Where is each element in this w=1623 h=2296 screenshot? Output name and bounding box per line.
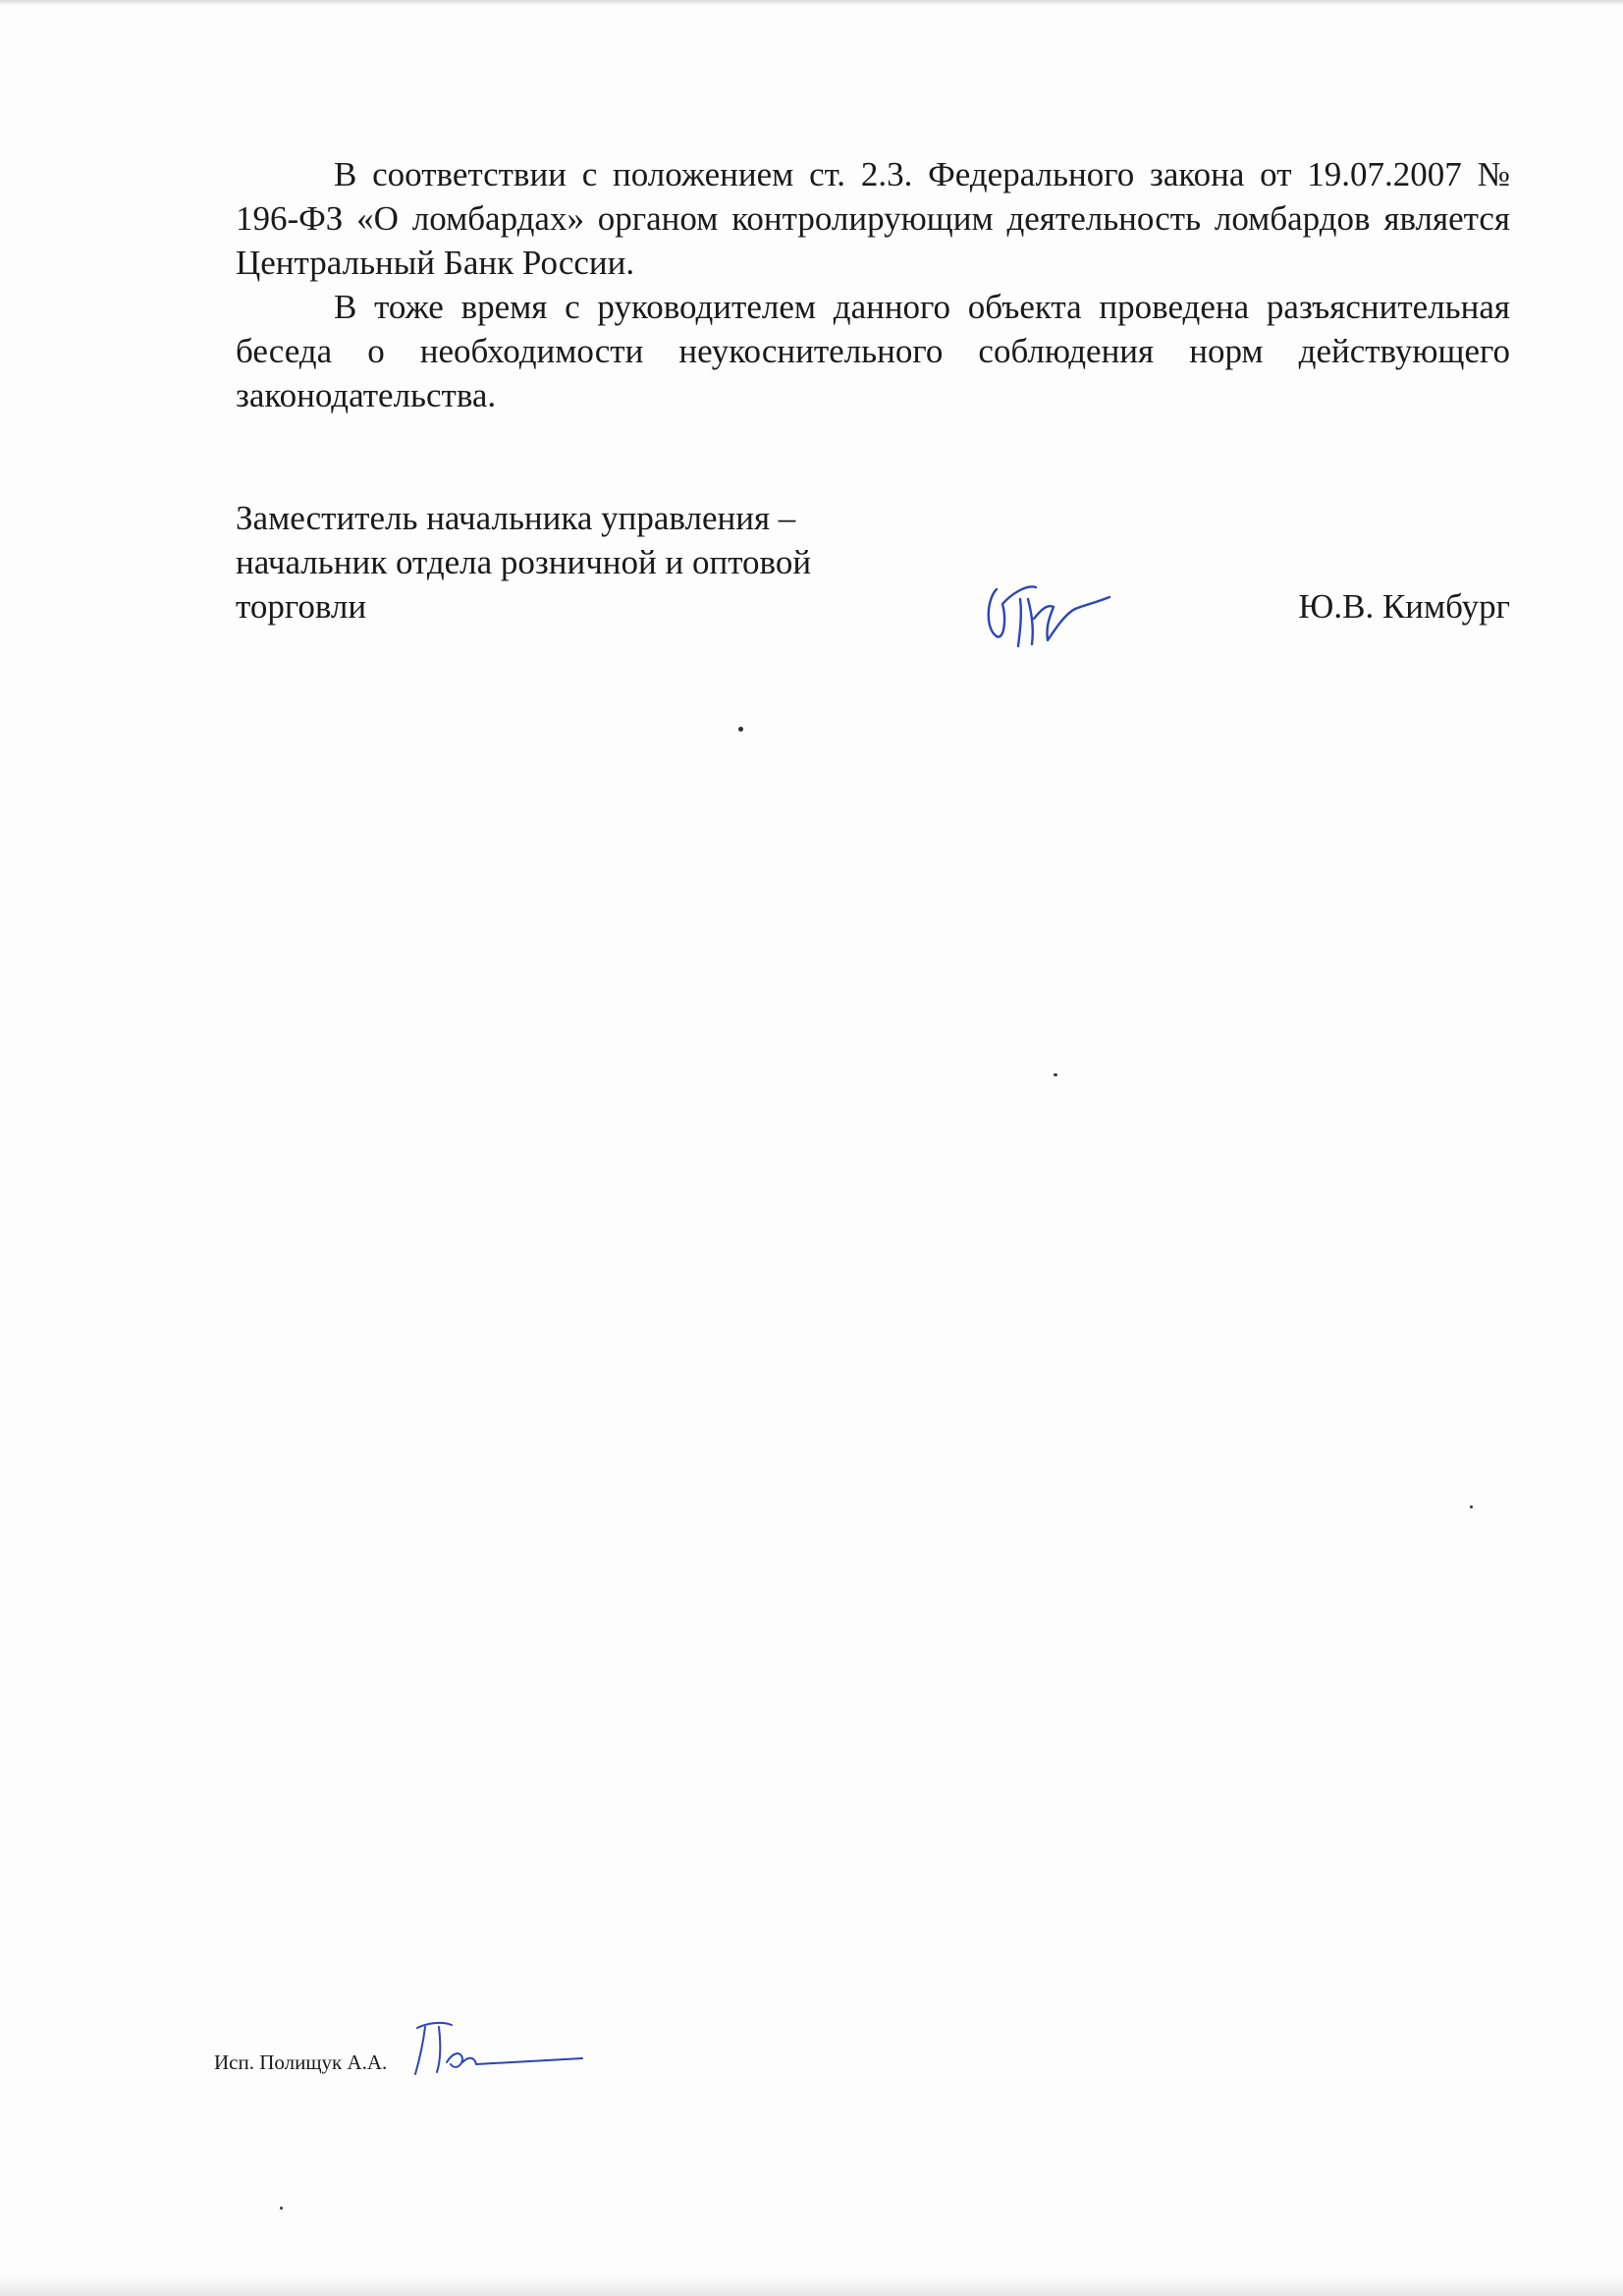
letter-body bbox=[236, 152, 1510, 417]
signatory-title-line: Заместитель начальника управления – bbox=[236, 499, 796, 537]
scan-bottom-edge bbox=[0, 2276, 1623, 2296]
scan-speck bbox=[1054, 1073, 1057, 1076]
signatory-title-line: торговли bbox=[236, 587, 367, 626]
handwritten-signature-executor bbox=[398, 2013, 594, 2082]
handwritten-signature-main bbox=[977, 560, 1124, 658]
signatory-title-line: начальник отдела розничной и оптовой bbox=[236, 543, 812, 581]
scan-top-edge bbox=[0, 0, 1623, 6]
scan-speck bbox=[738, 727, 743, 732]
paragraph-legal-basis: В соответствии с положением ст. 2.3. Федерального закона от 19.07.2007 № 196-ФЗ «О ломбардах» органом контролирующим деятельность ломбардов является Центральный Банк России. bbox=[236, 155, 1510, 282]
signatory-name: Ю.В. Кимбург bbox=[1298, 587, 1510, 626]
signatory-title bbox=[236, 496, 923, 629]
scan-speck bbox=[280, 2207, 283, 2210]
executor-line: Исп. Полищук А.А. bbox=[214, 2050, 388, 2074]
paragraph-explanatory-talk: В тоже время с руководителем данного объекта проведена разъяснительная беседа о необходимости неукоснительного соблюдения норм действующего законодательства. bbox=[236, 288, 1510, 414]
scan-speck bbox=[1470, 1505, 1473, 1508]
